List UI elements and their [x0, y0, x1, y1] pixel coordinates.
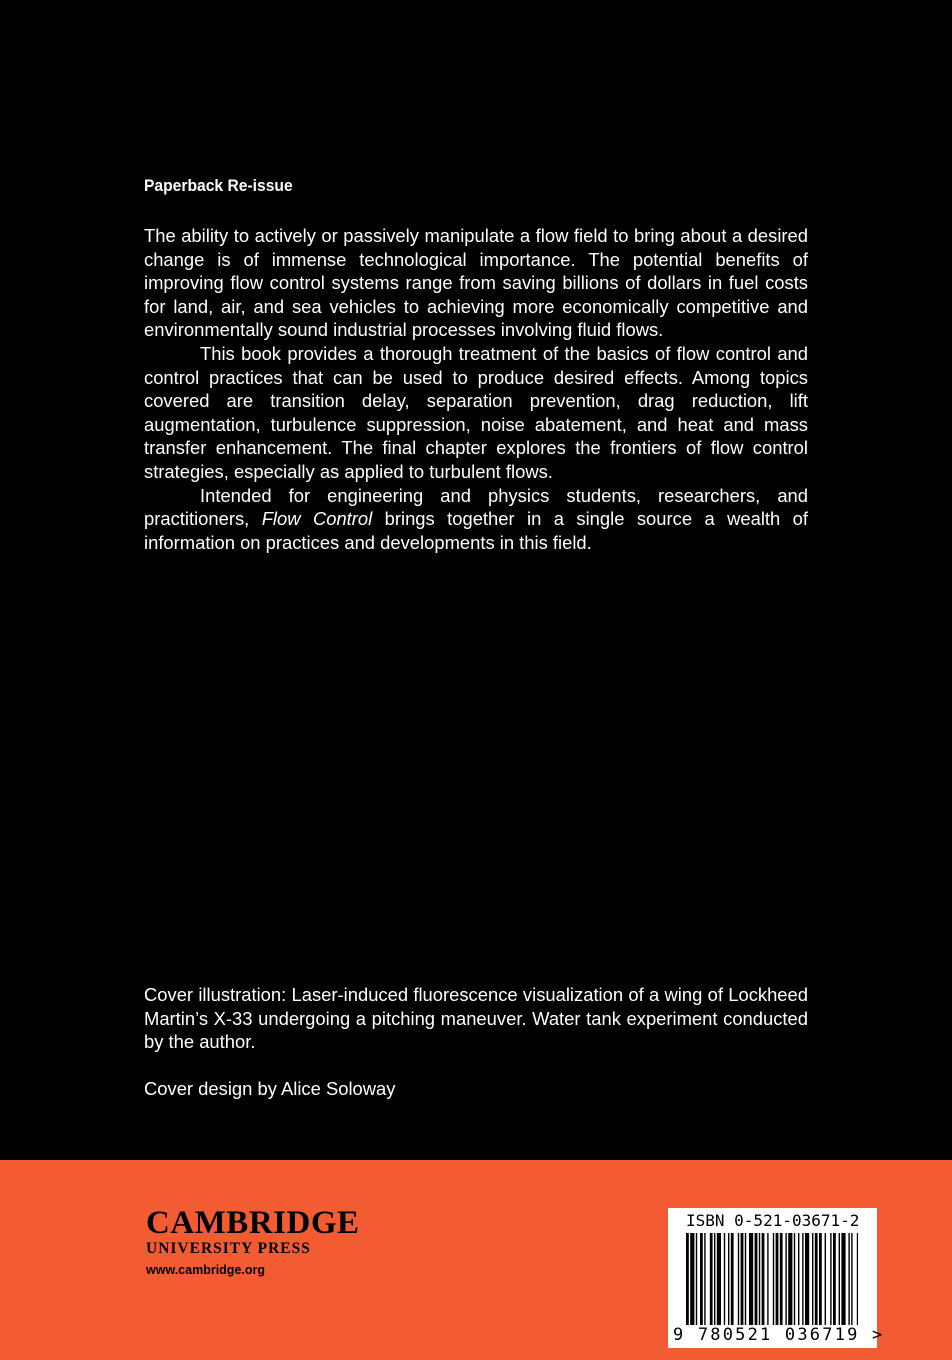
- barcode-bar: [848, 1233, 849, 1325]
- barcode-bar: [755, 1233, 758, 1325]
- barcode-bar: [857, 1233, 858, 1325]
- barcode-bar: [776, 1233, 779, 1325]
- barcode-bar: [788, 1233, 792, 1325]
- barcode-bar: [812, 1233, 813, 1325]
- ean-digits: 9 780521 036719 >: [673, 1325, 885, 1345]
- barcode-bar: [745, 1233, 746, 1325]
- barcode-bar: [686, 1233, 689, 1325]
- paragraph-3-intro: Intended for engineering and physics students, researchers, and practitioners,: [144, 484, 808, 530]
- paragraph-3-rest: brings together in a single source a wealth of information on practices and developments in this field.: [144, 508, 808, 553]
- barcode-bar: [696, 1233, 697, 1325]
- publisher-logo-subtitle: UNIVERSITY PRESS: [146, 1240, 311, 1257]
- barcode-bar: [749, 1233, 753, 1325]
- barcode-bar: [825, 1233, 826, 1325]
- barcode-bar: [738, 1233, 739, 1325]
- barcode-bar: [851, 1233, 852, 1325]
- barcode-bar: [724, 1233, 725, 1325]
- publisher-logo-name: CAMBRIDGE: [146, 1205, 360, 1241]
- publisher-url: www.cambridge.org: [146, 1263, 266, 1277]
- cover-illustration-credit: Cover illustration: Laser-induced fluorescence visualization of a wing of Lockheed Martin’s X-33 undergoing a pitching maneuver. Water tank experiment conducted by the author.: [144, 984, 808, 1053]
- barcode-bar: [805, 1233, 809, 1325]
- barcode-bar: [839, 1233, 840, 1325]
- barcode-graphic: [686, 1233, 858, 1325]
- barcode-bar: [741, 1233, 744, 1325]
- barcode-bar: [731, 1233, 734, 1325]
- barcode-bar: [762, 1233, 765, 1325]
- barcode-bar: [802, 1233, 803, 1325]
- description-paragraph-1: The ability to actively or passively manipulate a flow field to bring about a desired change is of immense technological importance. The potential benefits of improving flow control systems range from saving billions of dollars in fuel costs for land, air, and sea vehicles to achieving more economically competitive and environmentally sound industrial processes involving fluid flows.: [144, 225, 808, 341]
- barcode-bar: [819, 1233, 822, 1325]
- barcode-bar: [815, 1233, 818, 1325]
- barcode-bar: [704, 1233, 705, 1325]
- barcode-bar: [728, 1233, 729, 1325]
- description-body: [144, 224, 808, 554]
- book-title: Flow Control: [261, 508, 373, 530]
- isbn-label: ISBN 0-521-03671-2: [686, 1211, 860, 1230]
- barcode-bar: [794, 1233, 795, 1325]
- description-paragraph-3: [144, 484, 808, 555]
- barcode-bar: [841, 1233, 845, 1325]
- barcode-bar: [714, 1233, 715, 1325]
- barcode-bar: [798, 1233, 799, 1325]
- reissue-heading: Paperback Re-issue: [144, 176, 293, 195]
- barcode-bar: [700, 1233, 703, 1325]
- barcode-bar: [830, 1233, 831, 1325]
- barcode-bar: [690, 1233, 694, 1325]
- barcode-bar: [767, 1233, 768, 1325]
- barcode-bar: [780, 1233, 783, 1325]
- cover-design-credit: Cover design by Alice Soloway: [144, 1078, 396, 1099]
- barcode-bar: [773, 1233, 774, 1325]
- barcode-bar: [717, 1233, 721, 1325]
- description-paragraph-2: This book provides a thorough treatment of the basics of flow control and control practices that can be used to produce desired effects. Among topics covered are transition delay, separation prevention, drag reduction, lift augmentation, turbulence suppression, noise abatement, and heat and mass transfer enhancement. The final chapter explores the frontiers of flow control strategies, especially as applied to turbulent flows.: [144, 342, 808, 482]
- barcode-bar: [710, 1233, 713, 1325]
- barcode-bar: [759, 1233, 760, 1325]
- barcode-bar: [833, 1233, 836, 1325]
- barcode-bar: [785, 1233, 786, 1325]
